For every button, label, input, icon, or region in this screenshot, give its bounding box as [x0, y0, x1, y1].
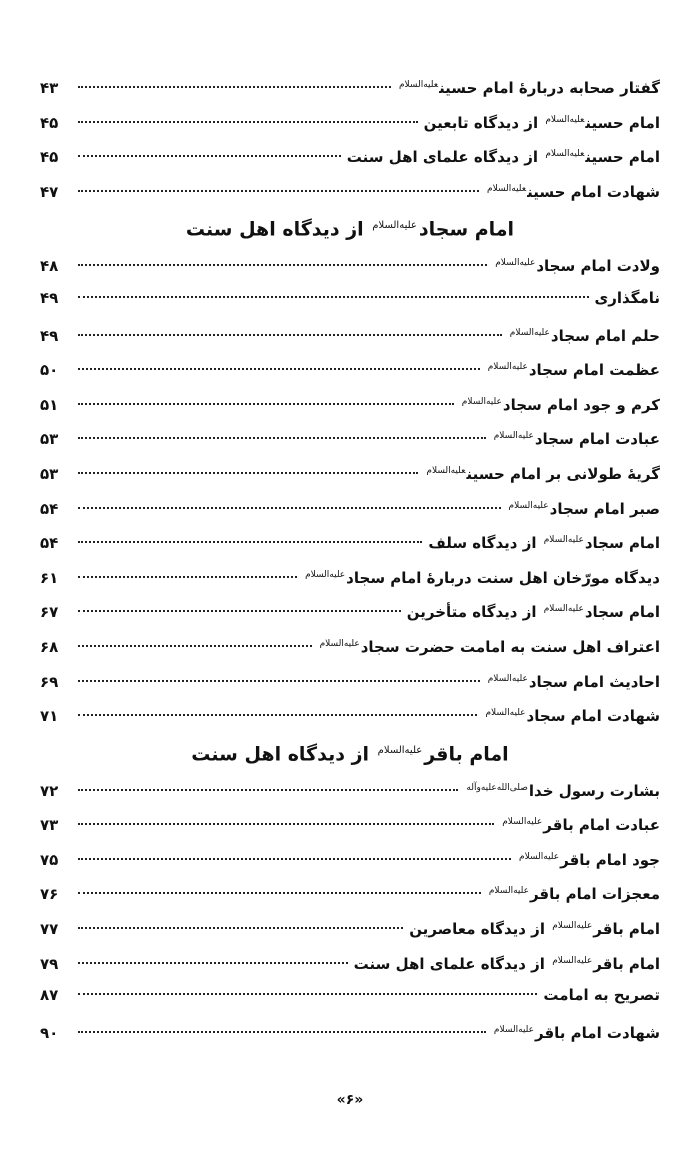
- toc-entry[interactable]: [40, 172, 660, 207]
- honorific-mark: عليه‌السلام: [545, 149, 585, 160]
- toc-entry-title: [424, 454, 660, 492]
- toc-page-number: ۷۶: [40, 885, 59, 904]
- dot-leader: [78, 296, 589, 298]
- toc-entry[interactable]: [40, 909, 660, 944]
- toc-entry-text: امام سجاد: [584, 534, 660, 553]
- toc-entry-text: احادیث امام سجاد: [528, 672, 660, 691]
- honorific-mark: عليه‌السلام: [495, 258, 536, 269]
- toc-page-number: ۵۴: [40, 499, 59, 518]
- toc-entry-title: [507, 489, 660, 527]
- toc-entry[interactable]: [40, 874, 660, 909]
- toc-entry-text: صبر امام سجاد: [549, 499, 660, 518]
- toc-entry[interactable]: [40, 978, 660, 1013]
- toc-entry-text: ولادت امام سجاد: [536, 257, 660, 276]
- toc-entry-title: [487, 874, 660, 912]
- toc-entry-text: عبادت امام باقر: [543, 816, 660, 835]
- toc-entry-title: [354, 944, 660, 982]
- toc-entry-title: [492, 1013, 660, 1051]
- dot-leader: [78, 993, 537, 995]
- toc-page-number: ۷۹: [40, 954, 59, 973]
- toc-page-number: ۷۵: [40, 850, 59, 869]
- honorific-mark: عليه‌السلام: [488, 886, 529, 897]
- toc-page-number: ۴۹: [40, 288, 59, 307]
- honorific-mark: عليه‌السلام: [487, 183, 527, 194]
- toc-entry[interactable]: [40, 316, 660, 351]
- toc-entry-title: [500, 805, 660, 843]
- dot-leader: [78, 437, 486, 439]
- dot-leader: [78, 121, 418, 123]
- toc-page-number: ۶۹: [40, 672, 59, 691]
- toc-entry-title: [483, 696, 660, 734]
- toc-entry-text: گریۀ طولانی بر امام حسین: [466, 464, 660, 483]
- honorific-mark: عليه‌السلام: [552, 955, 593, 966]
- toc-entry-suffix: از دیدگاه تابعین: [423, 113, 544, 132]
- toc-page-number: ۷۱: [40, 707, 59, 726]
- toc-entry-title: [492, 419, 660, 457]
- dot-leader: [78, 645, 312, 647]
- toc-entry-title: [347, 137, 660, 175]
- dot-leader: [78, 927, 403, 929]
- section-heading: [40, 206, 660, 246]
- toc-entry-text: حلم امام سجاد: [550, 326, 660, 345]
- toc-entry-text: معجزات امام باقر: [529, 885, 660, 904]
- toc-page-number: ۴۷: [40, 182, 59, 201]
- honorific-mark: عليه‌السلام: [552, 921, 593, 932]
- toc-entry[interactable]: [40, 840, 660, 875]
- dot-leader: [78, 714, 477, 716]
- toc-entry-title: [460, 385, 660, 423]
- toc-entry-title: [318, 627, 660, 665]
- toc-entry-title: [486, 350, 660, 388]
- honorific-mark: عليه‌السلام: [305, 569, 346, 580]
- toc-page-number: ۸۷: [40, 986, 59, 1005]
- honorific-mark: عليه‌السلام: [485, 708, 526, 719]
- honorific-mark: عليه‌السلام: [319, 638, 360, 649]
- table-of-contents: [40, 68, 660, 1047]
- honorific-mark: عليه‌السلام: [509, 327, 550, 338]
- toc-entry[interactable]: [40, 385, 660, 420]
- honorific-mark: عليه‌السلام: [508, 500, 549, 511]
- toc-entry-text: امام سجاد: [584, 603, 660, 622]
- dot-leader: [78, 403, 454, 405]
- toc-entry-title: [486, 662, 660, 700]
- honorific-mark: عليه‌السلام: [543, 535, 584, 546]
- toc-entry-title: [543, 978, 660, 1013]
- honorific-mark: عليه‌السلام: [487, 362, 528, 373]
- honorific-mark: عليه‌السلام: [545, 114, 585, 125]
- toc-entry-text: شهادت امام حسین: [527, 182, 660, 201]
- toc-page-number: ۶۷: [40, 603, 59, 622]
- toc-entry[interactable]: [40, 627, 660, 662]
- dot-leader: [78, 823, 494, 825]
- dot-leader: [78, 190, 479, 192]
- toc-entry-text: جود امام باقر: [560, 850, 660, 869]
- dot-leader: [78, 334, 502, 336]
- dot-leader: [78, 858, 511, 860]
- toc-entry[interactable]: [40, 592, 660, 627]
- toc-page-number: ۴۸: [40, 257, 59, 276]
- toc-entry[interactable]: [40, 696, 660, 731]
- honorific-mark: عليه‌السلام: [487, 673, 528, 684]
- dot-leader: [78, 789, 458, 791]
- toc-entry[interactable]: [40, 419, 660, 454]
- honorific-mark: عليه‌السلام: [502, 817, 543, 828]
- dot-leader: [78, 472, 418, 474]
- toc-page-number: ۹۰: [40, 1023, 59, 1042]
- toc-entry-title: [464, 771, 660, 809]
- toc-entry[interactable]: [40, 771, 660, 806]
- dot-leader: [78, 680, 480, 682]
- toc-entry-text: کرم و جود امام سجاد: [502, 395, 660, 414]
- toc-entry-title: [409, 909, 660, 947]
- toc-entry-text: عظمت امام سجاد: [528, 361, 660, 380]
- dot-leader: [78, 155, 341, 157]
- dot-leader: [78, 264, 487, 266]
- toc-entry[interactable]: [40, 246, 660, 281]
- honorific-mark: عليه‌السلام: [377, 744, 423, 756]
- toc-page-number: ۴۳: [40, 79, 59, 97]
- section-heading-text: امام باقر: [424, 743, 509, 766]
- toc-entry[interactable]: [40, 1013, 660, 1048]
- toc-entry[interactable]: [40, 454, 660, 489]
- toc-entry-text: اعتراف اهل سنت به امامت حضرت سجاد: [360, 637, 660, 656]
- toc-entry-title: [508, 316, 660, 354]
- honorific-mark: عليه‌السلام: [461, 396, 502, 407]
- toc-entry-title: [493, 246, 660, 284]
- dot-leader: [78, 892, 481, 894]
- toc-page-number: ۵۳: [40, 430, 59, 449]
- honorific-mark: عليه‌السلام: [519, 851, 560, 862]
- toc-entry[interactable]: [40, 281, 660, 316]
- toc-entry[interactable]: [40, 350, 660, 385]
- toc-entry-title: [407, 592, 660, 630]
- toc-page-number: ۴۹: [40, 326, 59, 345]
- toc-entry-text: تصریح به امامت: [543, 986, 660, 1005]
- honorific-mark: عليه‌السلام: [493, 431, 534, 442]
- toc-entry-title: [517, 840, 660, 878]
- honorific-mark: عليه‌السلام: [493, 1024, 535, 1035]
- toc-entry-text: شهادت امام سجاد: [526, 707, 660, 726]
- toc-entry-text: امام باقر: [593, 920, 660, 939]
- honorific-mark: عليه‌السلام: [426, 465, 466, 476]
- toc-entry-title: [303, 558, 660, 596]
- toc-entry[interactable]: [40, 137, 660, 172]
- toc-page-number: ۷۷: [40, 920, 59, 939]
- toc-entry-suffix: از دیدگاه علمای اهل سنت: [346, 148, 544, 167]
- toc-page-number: ۷۳: [40, 816, 59, 835]
- dot-leader: [78, 507, 501, 509]
- toc-entry-suffix: از دیدگاه علمای اهل سنت: [353, 954, 551, 973]
- toc-page-number: ۵۳: [40, 464, 59, 483]
- toc-entry-text: امام باقر: [593, 954, 660, 973]
- toc-entry-title: [595, 281, 660, 316]
- dot-leader: [78, 1031, 486, 1033]
- dot-leader: [78, 962, 348, 964]
- toc-entry[interactable]: [40, 558, 660, 593]
- honorific-mark: عليه‌السلام: [372, 220, 417, 232]
- honorific-mark: عليه‌السلام: [398, 80, 439, 90]
- toc-page-number: ۶۸: [40, 637, 59, 656]
- toc-entry-text: امام حسین: [585, 148, 660, 167]
- section-heading: [40, 731, 660, 771]
- dot-leader: [78, 610, 401, 612]
- toc-entry-text: شهادت امام باقر: [535, 1023, 660, 1042]
- toc-entry-title: [397, 68, 660, 106]
- section-heading-suffix: از دیدگاه اهل سنت: [185, 218, 371, 241]
- toc-entry[interactable]: [40, 523, 660, 558]
- section-heading-suffix: از دیدگاه اهل سنت: [191, 743, 376, 766]
- toc-entry-suffix: از دیدگاه سلف: [428, 534, 542, 553]
- toc-page-number: ۵۰: [40, 361, 59, 380]
- toc-page-number: ۶۱: [40, 568, 59, 587]
- toc-entry-suffix: از دیدگاه متأخرین: [406, 603, 542, 622]
- toc-page-number: ۴۵: [40, 113, 59, 132]
- toc-entry-title: [424, 103, 660, 141]
- toc-entry[interactable]: [40, 489, 660, 524]
- toc-page-number: ۵۱: [40, 395, 59, 414]
- honorific-mark: عليه‌السلام: [543, 604, 584, 615]
- toc-page-number: ۵۴: [40, 534, 59, 553]
- toc-entry-text: دیدگاه مورّخان اهل سنت دربارۀ امام سجاد: [346, 568, 660, 587]
- toc-entry-text: بشارت رسول خدا: [528, 781, 660, 800]
- dot-leader: [78, 86, 391, 88]
- dot-leader: [78, 368, 480, 370]
- toc-entry-text: عبادت امام سجاد: [534, 430, 660, 449]
- toc-entry-suffix: از دیدگاه معاصرین: [409, 920, 551, 939]
- toc-entry-title: [485, 172, 660, 210]
- toc-page-number: ۷۲: [40, 781, 59, 800]
- honorific-mark: صلی‌الله‌علیه‌وآله: [466, 782, 528, 793]
- toc-entry-text: گفتار صحابه دربارۀ امام حسین: [439, 79, 660, 97]
- toc-entry-text: نامگذاری: [594, 288, 660, 307]
- toc-entry[interactable]: [40, 805, 660, 840]
- toc-entry-title: [428, 523, 660, 561]
- section-heading-text: امام سجاد: [418, 218, 515, 241]
- dot-leader: [78, 576, 297, 578]
- dot-leader: [78, 541, 422, 543]
- toc-page-number: ۴۵: [40, 148, 59, 167]
- toc-entry[interactable]: [40, 68, 660, 103]
- toc-entry-text: امام حسین: [585, 113, 660, 132]
- toc-entry[interactable]: [40, 944, 660, 979]
- page-number: «۶»: [336, 1092, 364, 1108]
- toc-entry[interactable]: [40, 103, 660, 138]
- toc-entry[interactable]: [40, 662, 660, 697]
